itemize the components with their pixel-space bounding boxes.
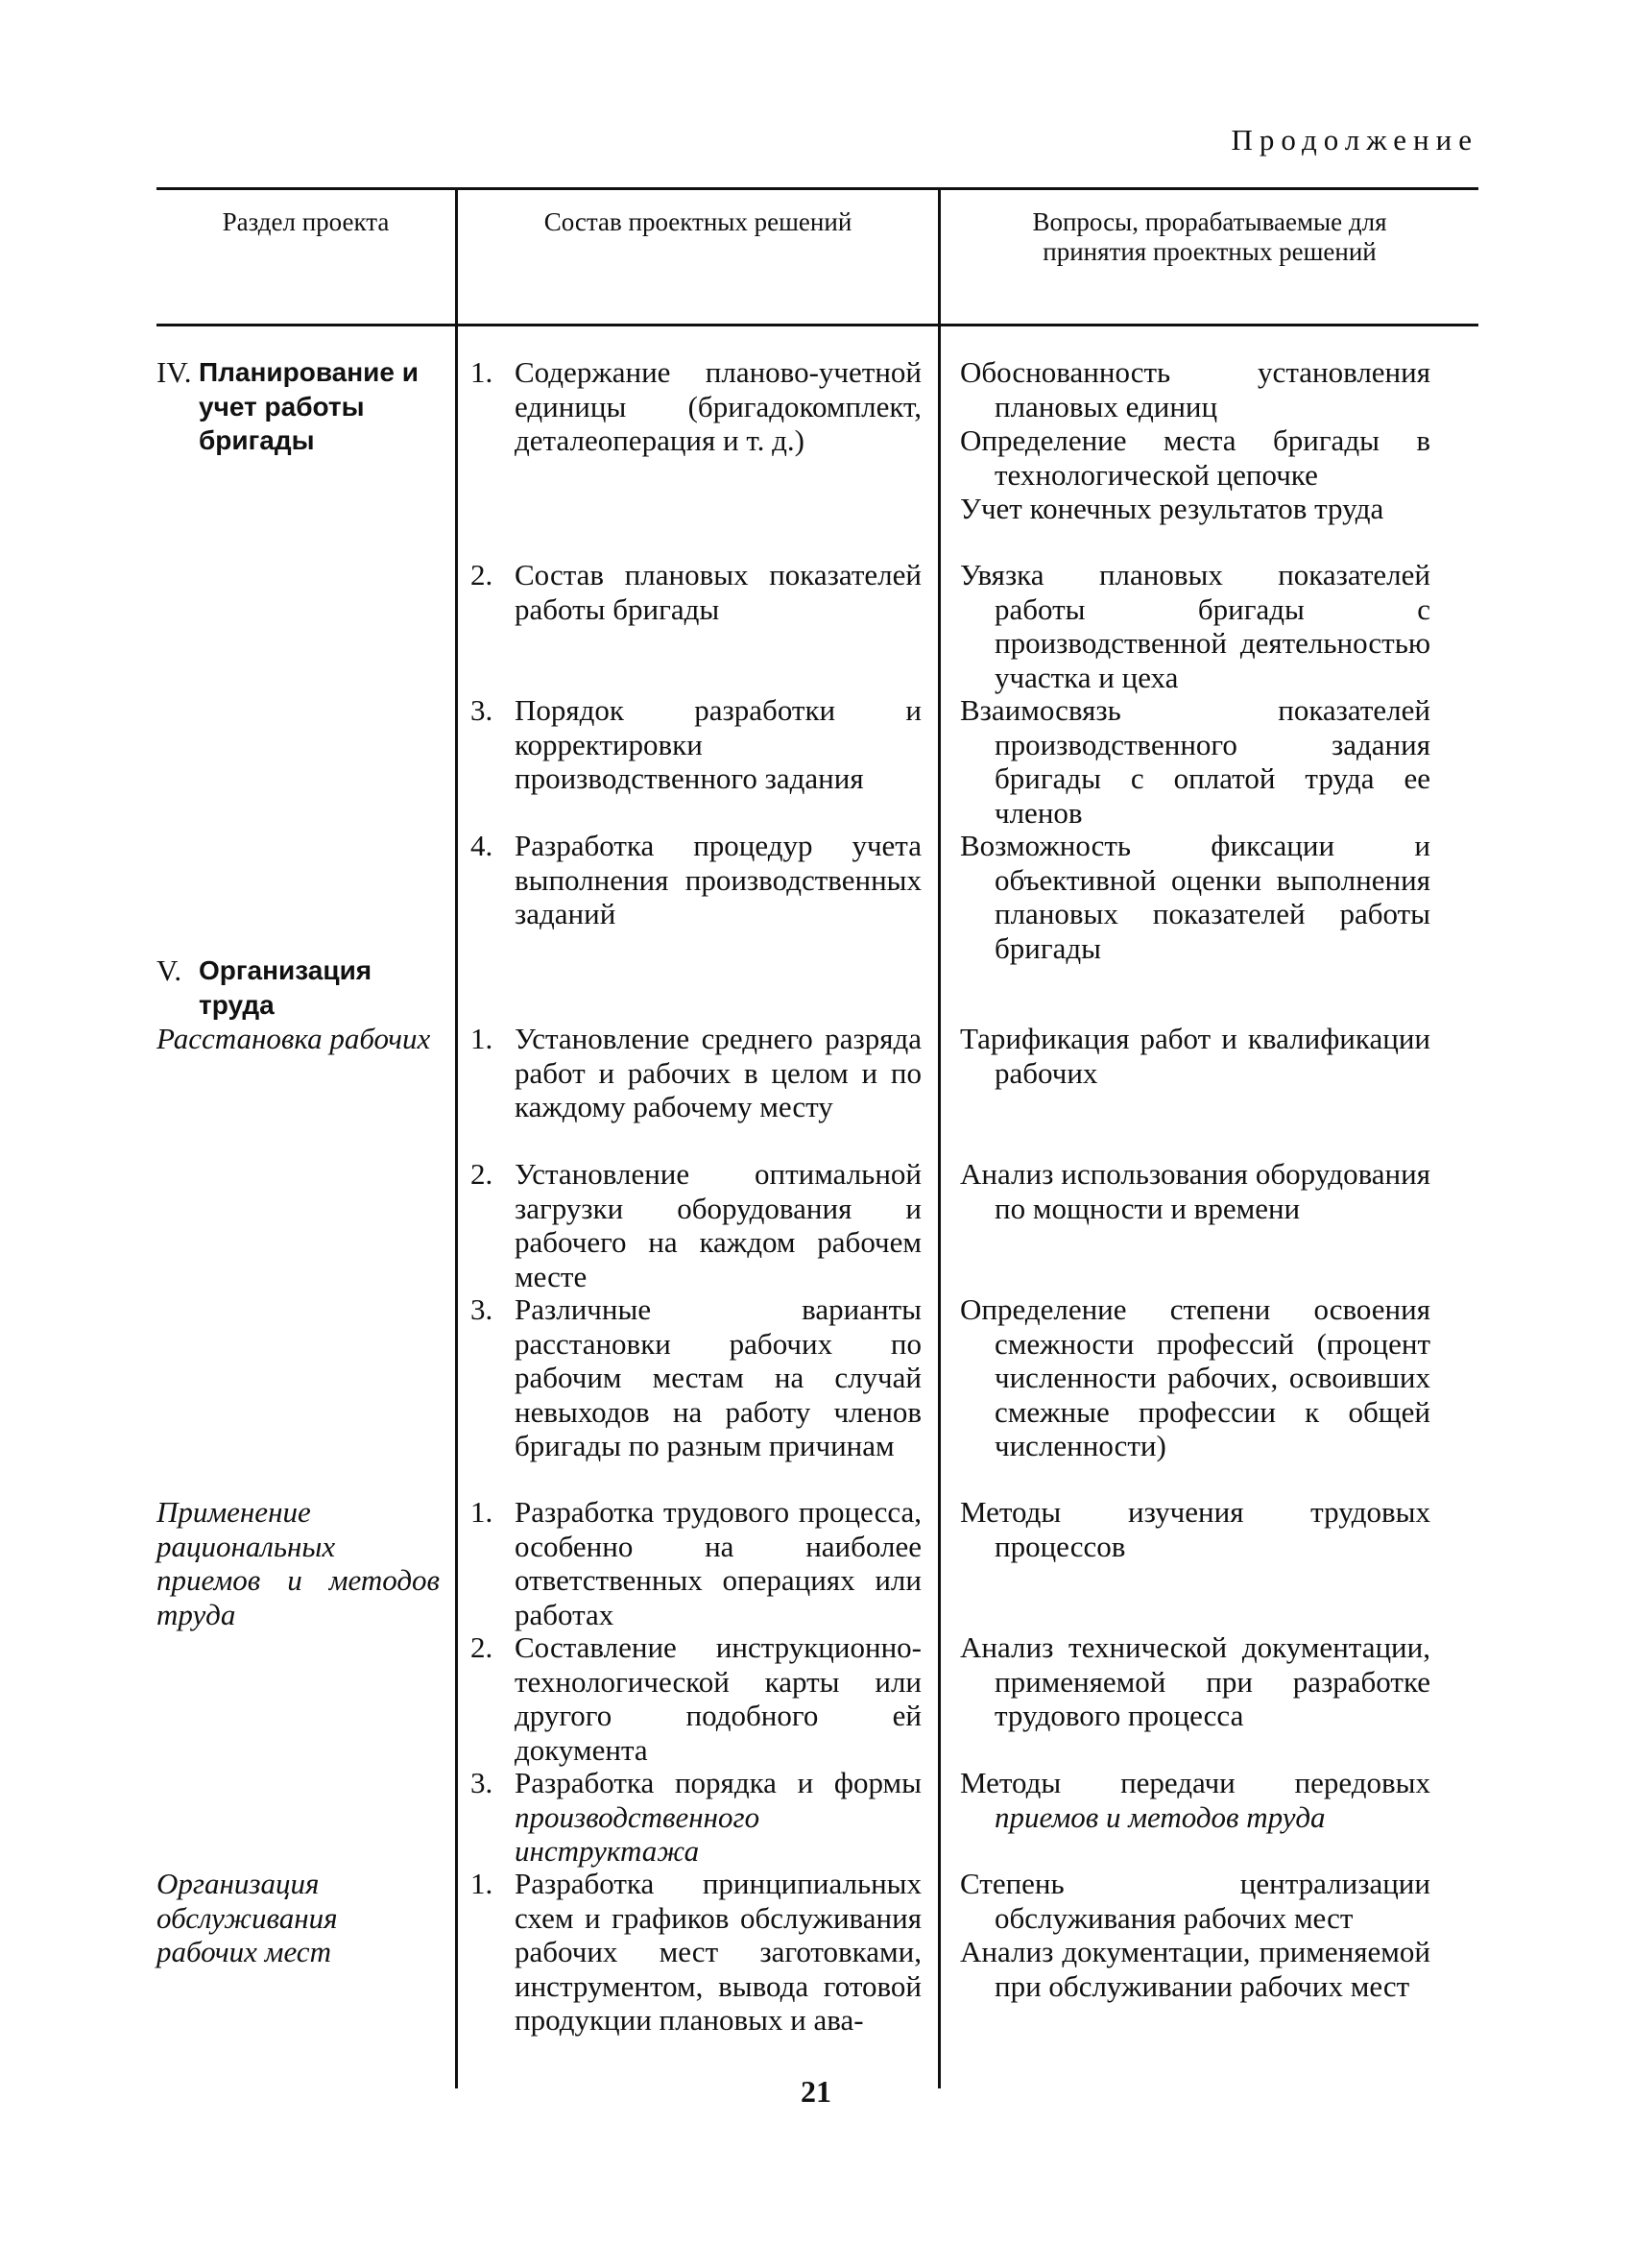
question-item: Определение степени освоения смежности профессий (процент численности рабочих, освоивших смежные профессии к общей численности) (960, 1292, 1430, 1462)
section-iv-number: IV. (156, 355, 192, 389)
header-decisions: Состав проектных решений (543, 207, 852, 236)
decision-text: Установление оптимальной загрузки оборудования и рабочего на каждом рабочем месте (515, 1157, 922, 1293)
table-header-rule (156, 324, 1478, 326)
question-cell (960, 829, 1430, 965)
question-item: Анализ технической документации, применяемой при разработке трудового процесса (960, 1630, 1430, 1732)
question-item: Возможность фиксации и объективной оценки выполнения плановых показателей работы бригады (960, 829, 1430, 965)
question-cell (960, 558, 1430, 694)
decision-number: 2. (470, 558, 493, 591)
decision-row (470, 1766, 922, 1869)
question-item: Взаимосвязь показателей производственного задания бригады с оплатой труда ее членов (960, 693, 1430, 830)
question-cell (960, 1766, 1430, 1834)
table-top-rule (156, 187, 1478, 190)
decision-row (470, 1867, 922, 2038)
question-cell (960, 1292, 1430, 1463)
decision-row (470, 558, 922, 626)
section-v (156, 953, 440, 1022)
decision-text: Порядок разработки и корректировки производственного задания (515, 693, 922, 795)
decision-number: 2. (470, 1157, 493, 1191)
decision-number: 3. (470, 1766, 493, 1799)
question-item: Тарификация работ и квалификации рабочих (960, 1022, 1430, 1090)
decision-number: 2. (470, 1630, 493, 1664)
question-item: Увязка плановых показателей работы бригады с производственной деятельностью участка и цеха (960, 558, 1430, 694)
decision-number: 1. (470, 355, 493, 389)
question-item: Обоснованность установления плановых единиц (960, 355, 1430, 423)
decision-number: 1. (470, 1022, 493, 1055)
decision-row (470, 355, 922, 458)
decision-text: Состав плановых показателей работы бригады (515, 558, 922, 626)
question-text: Методы передачи передовых (960, 1766, 1430, 1799)
decision-row (470, 693, 922, 796)
page-number: 21 (801, 2074, 831, 2109)
decision-number: 3. (470, 1292, 493, 1326)
decision-row (470, 1495, 922, 1631)
question-item: Учет конечных результатов труда (960, 492, 1384, 525)
section-v-number: V. (156, 953, 182, 987)
question-cell (960, 1630, 1430, 1733)
decision-number: 1. (470, 1495, 493, 1529)
question-cell (960, 1022, 1430, 1090)
decision-row (470, 1292, 922, 1463)
decision-text: Разработка трудового процесса, особенно на наиболее ответственных операциях или работах (515, 1495, 922, 1631)
header-questions: Вопросы, прорабатываемые для принятия проектных решений (1032, 207, 1387, 266)
column-divider-2 (938, 187, 941, 2088)
decision-number: 3. (470, 693, 493, 727)
question-cell (960, 1867, 1430, 2003)
subsection-rational-methods: Применение рациональных приемов и методов труда (156, 1495, 440, 1631)
question-text-italic: приемов и методов труда (995, 1799, 1326, 1834)
decision-row (470, 1022, 922, 1124)
decision-number: 1. (470, 1867, 493, 1900)
decision-row (470, 1157, 922, 1293)
decision-text: Установление среднего разряда работ и рабочих в целом и по каждому рабочему месту (515, 1022, 922, 1123)
subsection-worker-placement: Расстановка рабочих (156, 1022, 431, 1055)
decision-text: Разработка принципиальных схем и графиков обслуживания рабочих мест заготовками, инструментом, вывода готовой продукции плановых и ава- (515, 1867, 922, 2037)
question-item: Анализ использования оборудования по мощности и времени (960, 1157, 1430, 1225)
decision-text: Различные варианты расстановки рабочих по рабочим местам на случай невыходов на работу членов бригады по разным причинам (515, 1292, 922, 1462)
question-item: Анализ документации, применяемой при обслуживании рабочих мест (960, 1935, 1430, 2003)
section-iv (156, 355, 440, 458)
decision-text: Содержание планово-учетной единицы (бригадокомплект, деталеоперация и т. д.) (515, 355, 922, 457)
decision-row (470, 829, 922, 931)
question-item: Методы изучения трудовых процессов (960, 1495, 1430, 1563)
question-cell (960, 693, 1430, 830)
decision-text-italic: производственного инструктажа (515, 1799, 760, 1868)
continuation-label: Продолжение (1231, 123, 1478, 157)
decision-text: Составление инструкционно-технологической карты или другого подобного ей документа (515, 1630, 922, 1767)
question-item (960, 1766, 1430, 1834)
section-v-title: Организация труда (199, 955, 372, 1020)
header-section: Раздел проекта (222, 207, 390, 236)
section-iv-title: Планирование и учет работы бригады (199, 357, 419, 455)
question-item: Определение места бригады в технологической цепочке (960, 423, 1430, 492)
decision-number: 4. (470, 829, 493, 862)
decision-text: Разработка порядка и формы (515, 1766, 922, 1799)
decision-text: Разработка процедур учета выполнения производственных заданий (515, 829, 922, 930)
question-item: Степень централизации обслуживания рабочих мест (960, 1867, 1430, 1935)
question-cell (960, 355, 1430, 526)
question-cell (960, 1495, 1430, 1563)
column-divider-1 (455, 187, 458, 2088)
decision-row (470, 1630, 922, 1767)
subsection-workplace-service: Организация обслуживания рабочих мест (156, 1867, 338, 1968)
question-cell (960, 1157, 1430, 1225)
